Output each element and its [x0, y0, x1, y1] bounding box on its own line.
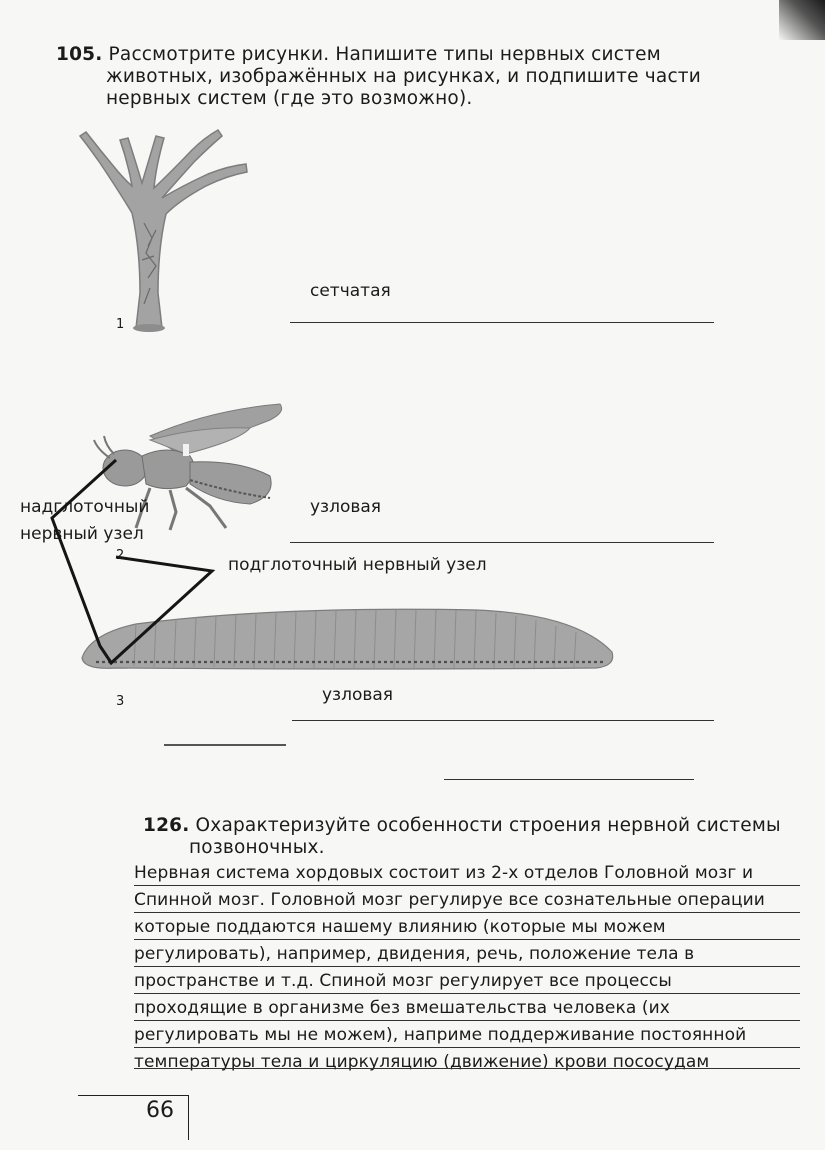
task-105-line-3: нервных систем (где это возможно). — [106, 88, 473, 109]
task-126-line-2: позвоночных. — [189, 837, 325, 858]
figure-3-index: 3 — [116, 694, 125, 709]
writing-rule — [134, 885, 800, 886]
answer-text-line: температуры тела и циркуляцию (движение) крови пососудам — [134, 1052, 710, 1072]
figure-1-index: 1 — [116, 317, 125, 332]
answer-text-line: регулировать), например, двидения, речь, положение тела в — [134, 944, 695, 964]
writing-rule — [134, 993, 800, 994]
task-126-number: 126. — [143, 815, 190, 836]
answer-text-line: пространстве и т.д. Спиной мозг регулирует все процессы — [134, 971, 672, 991]
supra-ganglion-label-line-2: нервный узел — [20, 524, 144, 544]
supra-ganglion-label-line-1: надглоточный — [20, 497, 150, 517]
answer-line — [444, 779, 694, 780]
answer-text-line: Спинной мозг. Головной мозг регулируе все сознательные операции — [134, 890, 765, 910]
writing-rule — [134, 1047, 800, 1048]
page-number: 66 — [146, 1098, 174, 1123]
task-126-line-1: Охарактеризуйте особенности строения нервной системы — [195, 815, 781, 836]
answer-text-line: которые поддаются нашему влиянию (которые мы можем — [134, 917, 666, 937]
figure-2-index: 2 — [116, 548, 125, 563]
task-105-number: 105. — [56, 44, 103, 65]
figure-3-answer: узловая — [322, 685, 394, 705]
writing-rule — [134, 1068, 800, 1069]
stray-line — [164, 744, 286, 746]
figure-2-answer: узловая — [310, 497, 382, 517]
answer-text-line: Нервная система хордовых состоит из 2-х отделов Головной мозг и — [134, 863, 754, 883]
sub-ganglion-label: подглоточный нервный узел — [228, 555, 487, 575]
writing-rule — [134, 1020, 800, 1021]
task-105-line-2: животных, изображённых на рисунках, и подпишите части — [106, 66, 702, 87]
writing-rule — [134, 966, 800, 967]
figure-1-answer: сетчатая — [310, 281, 391, 301]
answer-line — [292, 720, 714, 721]
writing-rule — [134, 939, 800, 940]
answer-text-line: проходящие в организме без вмешательства человека (их — [134, 998, 670, 1018]
task-126-prompt — [143, 815, 803, 859]
answer-text-line: регулировать мы не можем), наприме поддерживание постоянной — [134, 1025, 747, 1045]
writing-rule — [134, 912, 800, 913]
task-105-line-1: Рассмотрите рисунки. Напишите типы нервных систем — [108, 44, 661, 65]
task-126-answer — [134, 860, 806, 1076]
